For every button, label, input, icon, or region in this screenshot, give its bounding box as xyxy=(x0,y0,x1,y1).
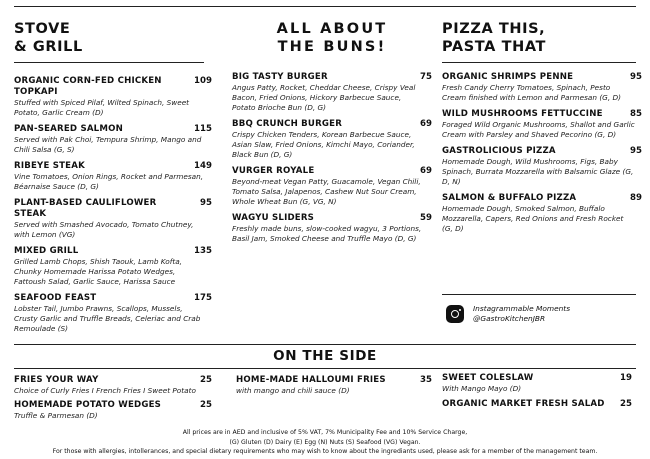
pizza-pasta-column xyxy=(442,20,642,240)
menu-item: ORGANIC SHRIMPS PENNE 95 Fresh Candy Cherry Tomatoes, Spinach, Pesto Cream finished with Lemon and Parmesan (G, D) xyxy=(442,72,642,102)
item-price: 85 xyxy=(630,109,642,119)
menu-item: ORGANIC CORN-FED CHICKEN TOPKAPI 109 Stuffed with Spiced Pilaf, Wilted Spinach, Sweet Potato, Garlic Cream (D) xyxy=(14,76,212,117)
item-price: 35 xyxy=(420,375,432,385)
side-rule-top xyxy=(14,344,636,345)
footer-vat-note: All prices are in AED and inclusive of 5% VAT, 7% Municipality Fee and 10% Service Charge, xyxy=(182,429,468,436)
instagram-handle[interactable]: @GastroKitchenJBR xyxy=(473,314,546,323)
menu-item: BBQ CRUNCH BURGER 69 Crispy Chicken Tenders, Korean Barbecue Sauce, Asian Slaw, Fried Onions, Kimchi Mayo, Coriander, Black Bun (D, G) xyxy=(232,119,432,159)
buns-column xyxy=(232,20,432,250)
item-price: 75 xyxy=(420,72,432,82)
top-rule xyxy=(14,6,636,7)
menu-item: BIG TASTY BURGER 75 Angus Patty, Rocket, Cheddar Cheese, Crispy Veal Bacon, Fried Onions, Hickory Barbecue Sauce, Potato Brioche Bun (D, G) xyxy=(232,72,432,112)
item-price: 109 xyxy=(194,76,212,86)
side-col-2 xyxy=(236,375,432,402)
side-item: ORGANIC MARKET FRESH SALAD 25 xyxy=(442,399,632,409)
item-price: 69 xyxy=(420,166,432,176)
item-price: 115 xyxy=(194,124,212,134)
instagram-icon xyxy=(446,305,464,323)
side-item: HOMEMADE POTATO WEDGES 25 Truffle & Parmesan (D) xyxy=(14,400,212,420)
side-item: HOME-MADE HALLOUMI FRIES 35 with mango and chili sauce (D) xyxy=(236,375,432,395)
item-price: 69 xyxy=(420,119,432,129)
menu-item: RIBEYE STEAK 149 Vine Tomatoes, Onion Rings, Rocket and Parmesan, Béarnaise Sauce (D, G) xyxy=(14,161,212,191)
footer-allergy-advice: For those with allergies, intollerances, and special dietary requirements who may wish to know about the ingrediants used, please ask for a member of the management team. xyxy=(52,448,598,455)
buns-heading: ALL ABOUT THE BUNS! xyxy=(276,21,388,55)
menu-item: MIXED GRILL 135 Grilled Lamb Chops, Shish Taouk, Lamb Kofta, Chunky Homemade Harissa Potato Wedges, Fattoush Salad, Garlic Sauce, Harissa Sauce xyxy=(14,246,212,286)
side-col-3 xyxy=(442,373,632,416)
instagram-block xyxy=(446,304,570,324)
item-price: 95 xyxy=(630,72,642,82)
item-price: 149 xyxy=(194,161,212,171)
menu-item: PAN-SEARED SALMON 115 Served with Pak Choi, Tempura Shrimp, Mango and Chili Salsa (G, S) xyxy=(14,124,212,154)
menu-item: PLANT-BASED CAULIFLOWER STEAK 95 Served with Smashed Avocado, Tomato Chutney, with Lemon (VG) xyxy=(14,198,212,239)
item-price: 19 xyxy=(620,373,632,383)
side-item: FRIES YOUR WAY 25 Choice of Curly Fries I French Fries I Sweet Potato xyxy=(14,375,212,395)
menu-item: WAGYU SLIDERS 59 Freshly made buns, slow-cooked wagyu, 3 Portions, Basil Jam, Smoked Cheese and Truffle Mayo (D, G) xyxy=(232,213,432,243)
item-price: 175 xyxy=(194,293,212,303)
side-col-1 xyxy=(14,375,212,427)
footer-allergen-key: (G) Gluten (D) Dairy (E) Egg (N) Nuts (S) Seafood (VG) Vegan. xyxy=(229,438,421,446)
stove-grill-heading: STOVE & GRILL xyxy=(14,21,83,55)
on-the-side-title: ON THE SIDE xyxy=(273,348,377,364)
item-price: 25 xyxy=(200,400,212,410)
insta-rule xyxy=(442,294,636,295)
stove-heading-rule xyxy=(14,62,204,63)
item-price: 95 xyxy=(200,198,212,208)
pizza-pasta-heading: PIZZA THIS, PASTA THAT xyxy=(442,21,547,55)
item-price: 25 xyxy=(200,375,212,385)
side-item: SWEET COLESLAW 19 With Mango Mayo (D) xyxy=(442,373,632,393)
menu-item: WILD MUSHROOMS FETTUCCINE 85 Foraged Wild Organic Mushrooms, Shallot and Garlic Cream with Parsley and Shaved Pecorino (G, D) xyxy=(442,109,642,139)
menu-item: SALMON & BUFFALO PIZZA 89 Homemade Dough, Smoked Salmon, Buffalo Mozzarella, Capers, Red Onions and Fresh Rocket (G, D) xyxy=(442,193,642,233)
menu-item: VURGER ROYALE 69 Beyond-meat Vegan Patty, Guacamole, Vegan Chili, Tomato Salsa, Jalapenos, Cashew Nut Sour Cream, Whole Wheat Bun (G, VG, N) xyxy=(232,166,432,206)
side-rule-bottom xyxy=(14,368,636,369)
instagram-caption: Instagrammable Moments xyxy=(473,304,571,313)
item-price: 89 xyxy=(630,193,642,203)
pizza-heading-rule xyxy=(442,62,636,63)
footer-notes xyxy=(0,428,650,457)
item-price: 59 xyxy=(420,213,432,223)
item-price: 135 xyxy=(194,246,212,256)
menu-item: SEAFOOD FEAST 175 Lobster Tail, Jumbo Prawns, Scallops, Mussels, Crusty Garlic and Truffle Breads, Celeriac and Crab Remoulade (S) xyxy=(14,293,212,333)
menu-item: GASTROLICIOUS PIZZA 95 Homemade Dough, Wild Mushrooms, Figs, Baby Spinach, Burrata Mozzarella with Balsamic Glaze (G, D, N) xyxy=(442,146,642,186)
stove-grill-column xyxy=(14,20,212,340)
item-price: 95 xyxy=(630,146,642,156)
item-price: 25 xyxy=(620,399,632,409)
